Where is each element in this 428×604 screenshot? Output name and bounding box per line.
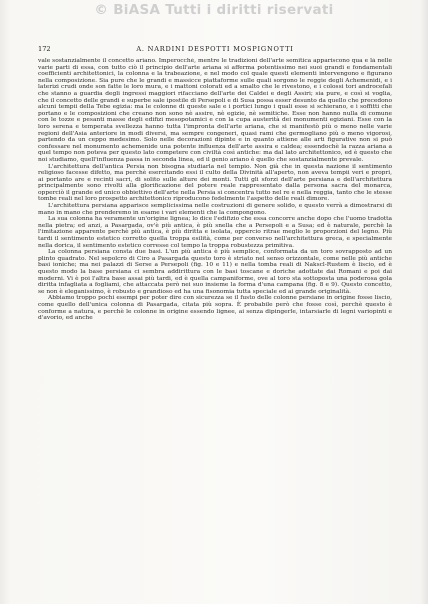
page-edge-shadow — [420, 0, 428, 604]
copyright-watermark: © BiASA Tutti i diritti riservati — [94, 2, 334, 18]
paragraph: L'architettura persiana apparisce semplicissima nelle costruzioni di genere solido, e questo verrà a dimostrarsi di mano in mano che prenderemo in esame i vari elementi che la compongono. — [38, 203, 392, 216]
paragraph: Abbiamo troppo pochi esempi per poter dire con sicurezza se il fusto delle colonne persiane in origine fosse liscio, come quello dell'unica colonna di Pasargada, citata più sopra. È probabile però che fosse così, perchè questo è conforme a natura, e perchè le colonne in origine essendo lignee, ai senza dipingerle, intarsiarle di legni variopinti e d'avorio, ed anche — [38, 295, 392, 322]
page-header — [38, 45, 392, 55]
page-number: 172 — [38, 45, 51, 53]
page-body — [38, 58, 392, 594]
paragraph: La sua colonna ha veramente un'origine lignea; lo dice l'edifizio che essa concorre anche dopo che l'uomo tradotta nella pietra; ed anzi, a Pasargada, ov'è più antica, è più snella che a Persepoli e a Susa; ed è naturale, perchè la l'imitazione apparente perchè più antica, è più diritta e isolata, oppercio ritrae meglio le proporzioni del legno. Più tardi il sentimento estetico corretto quella troppa esilità, come per converso nell'architettura greca, e specialmente nella dorica, il sentimento estetico corresse col tempo la troppa robustezza primitiva. — [38, 216, 392, 249]
paragraph: vale sostanzialmente il concetto ariano. Imperocchè, mentre le tradizioni dell'arte semitica appariscono qua e là nelle varie parti di essa, con tutto ciò il principio dell'arte ariana si afferma potentissimo nei suoi grandi e fondamentali coefficienti architettonici, la colonna e la trabeazione, e nel modo col quale questi elementi intervengono e figurano nella composizione. Sia pure che le grandi e massicce piattaforme sulle quali sorgono le reggie degli Achemenidi, e i laterizi crudi onde son fatte le loro mura, e i mattoni colorati ed a smalto che le rivestono, e i colossi tori androcefali che stanno a guardia degli ingressi maggiori rifacciano dell'arte dei Caldei e degli Assiri; sia pure, e così si voglia, che il concetto delle grandi e superbe sale ipostile di Persepoli e di Susa possa esser desunto da quello che precedono alcuni tempii della Tebe egizia: ma le colonne di queste sale e i portici lungo i quali esse si schierano, e i soffitti che portano e le composizioni che creano non sono nè assire, nè egizie, nè semitiche. Esse non hanno nulla di comune con le tozze e pesanti masse degli edifizi mesopotamici e con la cupa austerità dei monumenti egiziani. Esse con la loro serena e temperata svellezza hanno tutta l'impronta dell'arte ariana, che si manifestò più o meno nelle varie regioni dell'Asia anteriore in modi diversi, ma sempre congeneri, quasi rami che germogliano più o meno vigorosi, partendo da un ceppo medesimo. Solo nelle decorazioni dipinte e in quanto attiene alle arti figurative non si può confessare nel monumento achemenide una potente influenza dell'arte assira e caldea; essendochè la razza ariana a quel tempo non poteva per questo lato competere con civiltà così antiche: ma dal lato architettonico, ed è questo che noi studiamo, quell'influenza passa in seconda linea, ed il genio ariano è quello che sostanzialmente prevale. — [38, 58, 392, 163]
paragraph: La colonna persiana consta due basi. L'un più antica è più semplice, conformata da un toro sovrapposto ad un plinto quadrato. Nel sepolcro di Ciro a Pasargada questo toro è striato nel senso orizzontale, come nelle più antiche basi ioniche; ma nei palazzi di Serse a Persepoli (fig. 10 e 11) e nella tomba reali di Nakscl-Rustem è liscio, ed è questo modo la base persiana ci sembra addirittura con le basi toscane e doriche adottate dai Romani e poi dai moderni. Vi è poi l'altra base assai più tardi, ed è quella campaniforme, ove al toro sta sottoposta una poderosa gola diritta infagliata a fogliami, che attaccata però nei suo insieme la forma d'una campana (fig. 8 e 9). Questo concetto, se non è eleganissimo, è robusto e grandioso ed ha una fisonomia tutta speciale ed ai grande originalità. — [38, 249, 392, 295]
running-head: A. NARDINI DESPOTTI MOSPIGNOTTI — [136, 45, 294, 53]
paragraph: L'architettura dell'antica Persia non bisogna studiarla nel tempio. Non già che in questa nazione il sentimento religioso facesse difetto, ma perchè esercitando essi il culto della Divinità all'aperto, non aveva tempii veri e propri, ai portanto are e recinti sacri, di solito sulle alture dei monti. Tutti gli sforzi dell'arte persiana e dell'architettura principalmente sono rivolti alla glorificazione del potere reale rappresentato dalla persona sacra del monarca, opperciò il grande ed unico obbiettivo dell'arte nella Persia si concentra tutto nel re e nella reggia, tanto che le stesse tombe reali nel loro prospetto architettonico riproducono fedelmente l'aspetto delle reali dimore. — [38, 163, 392, 203]
